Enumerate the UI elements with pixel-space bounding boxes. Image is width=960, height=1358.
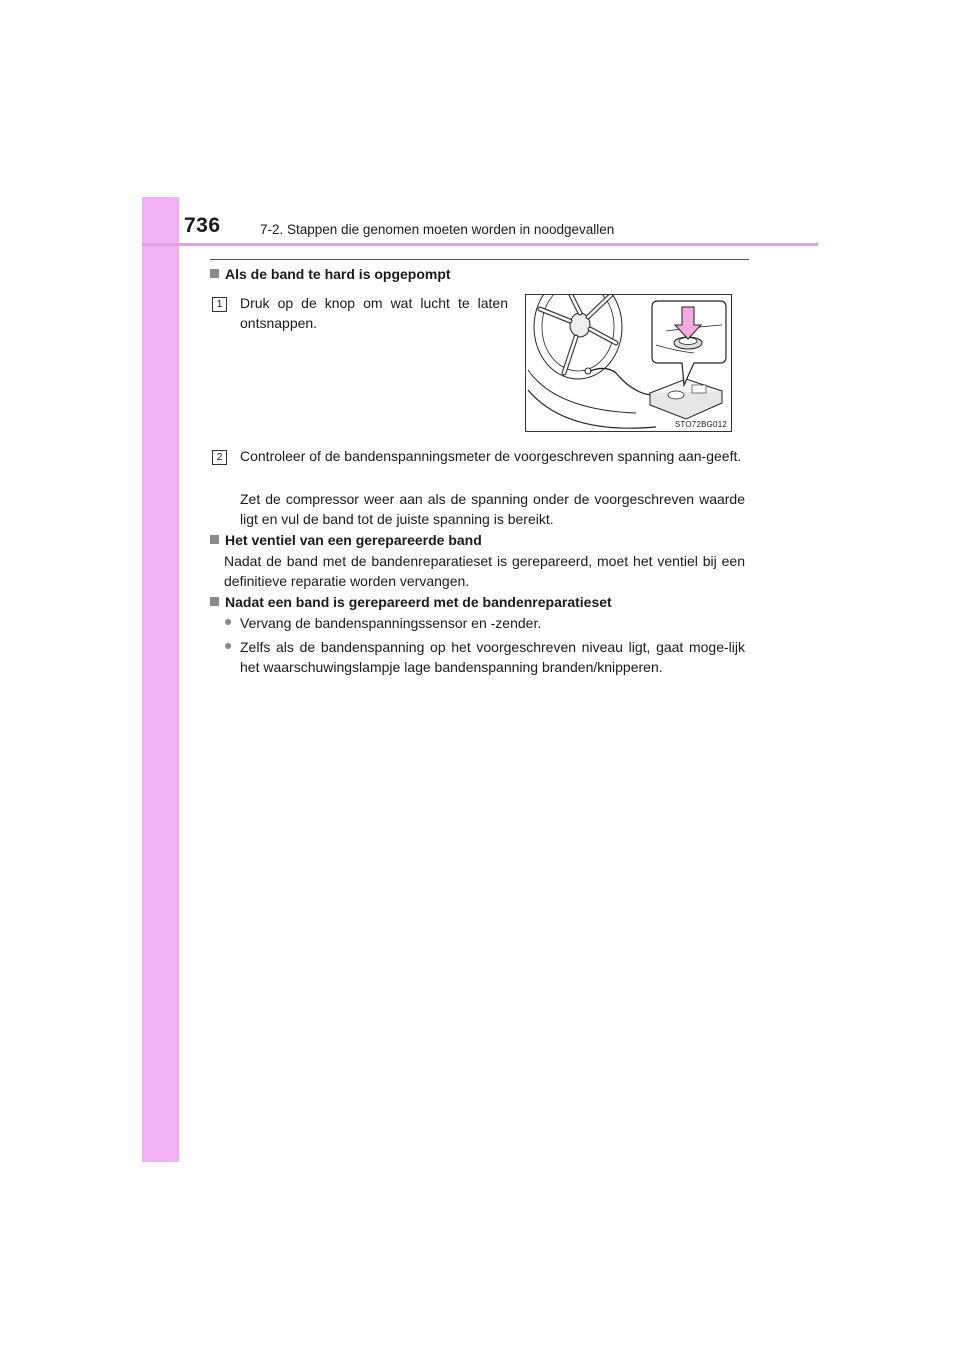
bullet-1-text: Vervang de bandenspanningssensor en -zender. <box>240 615 542 631</box>
section-rule <box>210 259 749 260</box>
sidebar-tab <box>142 197 179 1162</box>
chapter-title: 7-2. Stappen die genomen moeten worden in noodgevallen <box>260 222 615 237</box>
section-2-text: Nadat de band met de bandenreparatieset is gerepareerd, moet het ventiel bij een definitieve reparatie worden vervangen. <box>224 553 745 589</box>
page-number: 736 <box>184 214 221 237</box>
square-bullet-icon <box>210 269 219 278</box>
section-title-overinflated <box>210 266 451 282</box>
tire-compressor-drawing <box>526 295 732 432</box>
section-title-after-repair <box>210 594 612 610</box>
step-number-2: 2 <box>212 450 227 465</box>
step-2-note: Zet de compressor weer aan als de spanning onder de voorgeschreven waarde ligt en vul de band tot de juiste spanning is bereikt. <box>240 491 745 527</box>
step-2-text: Controleer of de bandenspanningsmeter de voorgeschreven spanning aan-geeft. <box>240 448 742 464</box>
header-divider <box>142 243 818 246</box>
step-number-1: 1 <box>212 297 227 312</box>
round-bullet-icon: ● <box>224 613 233 629</box>
square-bullet-icon <box>210 597 219 606</box>
bullet-2-text: Zelfs als de bandenspanning op het voorgeschreven niveau ligt, gaat moge-lijk het waarschuwingslampje lage bandenspanning branden/knipperen. <box>240 639 745 675</box>
step-1-text: Druk op de knop om wat lucht te laten ontsnappen. <box>240 295 508 331</box>
section-title-valve <box>210 532 482 548</box>
section-title-text: Nadat een band is gerepareerd met de bandenreparatieset <box>225 594 612 610</box>
illustration-compressor-release-button <box>525 294 732 432</box>
section-title-text: Het ventiel van een gerepareerde band <box>225 532 482 548</box>
square-bullet-icon <box>210 535 219 544</box>
section-title-text: Als de band te hard is opgepompt <box>225 266 451 282</box>
round-bullet-icon: ● <box>224 637 233 653</box>
figure-code: STO72BG012 <box>674 420 727 429</box>
